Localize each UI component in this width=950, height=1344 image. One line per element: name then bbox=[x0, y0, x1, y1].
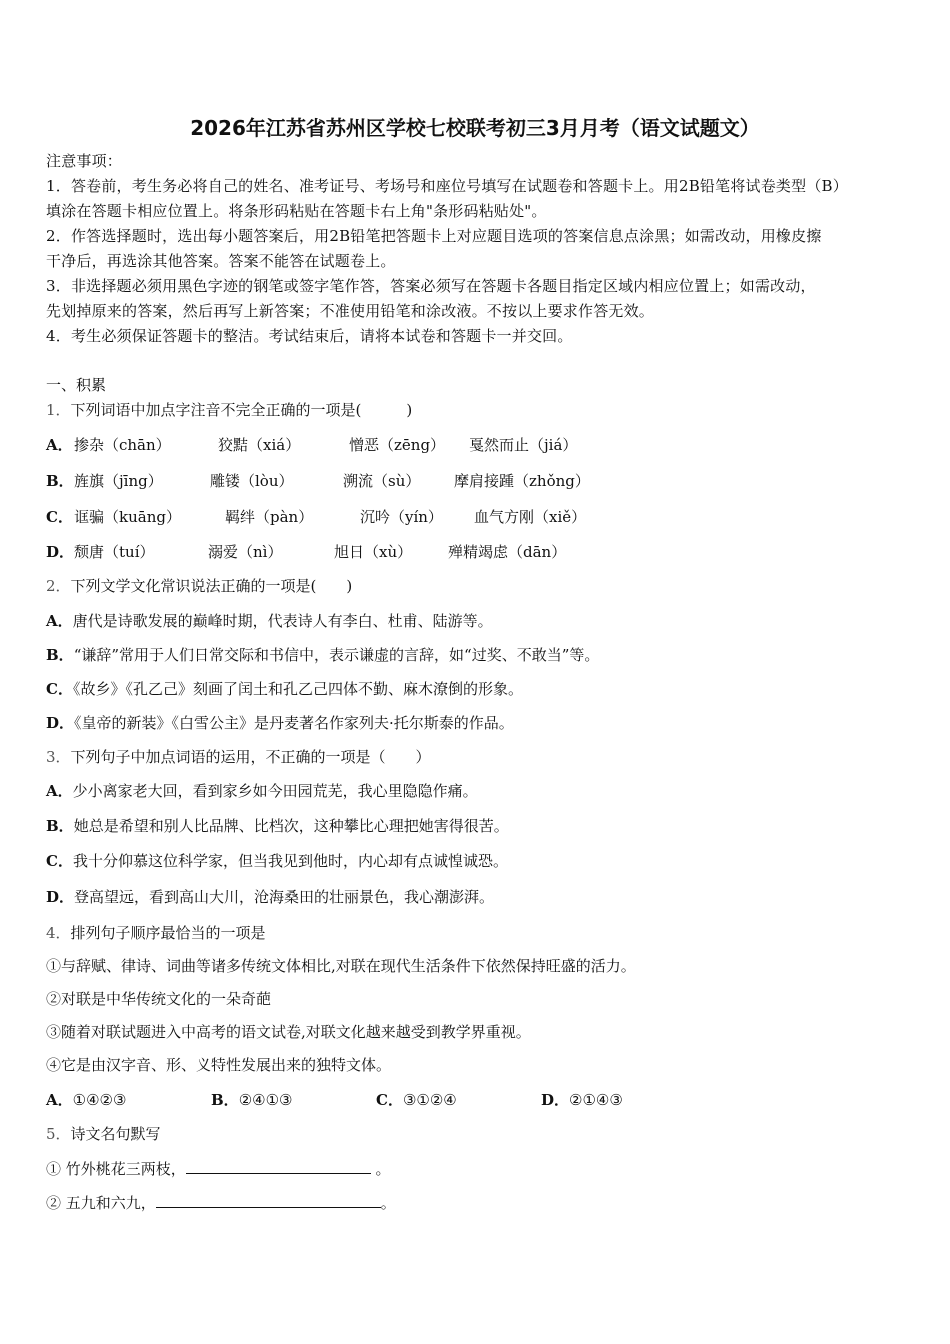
option-text: ②④①③ bbox=[238, 1091, 293, 1109]
option-label: D． bbox=[46, 714, 75, 732]
question-text: 排列句子顺序最恰当的一项是 bbox=[70, 924, 266, 942]
question-text: 诗文名句默写 bbox=[70, 1125, 161, 1143]
option-text: ①④②③ bbox=[72, 1091, 127, 1109]
option-item: 羁绊（pàn） bbox=[225, 508, 314, 526]
option-text: 登高望远，看到高山大川，沧海桑田的壮丽景色，我心潮澎湃。 bbox=[74, 888, 495, 906]
option-label: A． bbox=[46, 612, 73, 630]
notes-line: 先划掉原来的答案，然后再写上新答案；不准使用铅笔和涂改液。不按以上要求作答无效。 bbox=[46, 302, 655, 320]
q3-option-a[interactable] bbox=[46, 780, 478, 802]
page-title: 2026年江苏省苏州区学校七校联考初三3月月考（语文试题文） bbox=[190, 116, 760, 140]
q2-option-d[interactable] bbox=[46, 712, 514, 734]
notes-line: 干净后，再选涂其他答案。答案不能答在试题卷上。 bbox=[46, 252, 396, 270]
option-label: D． bbox=[46, 888, 75, 906]
option-label: C． bbox=[376, 1091, 403, 1109]
q3-option-b[interactable] bbox=[46, 815, 509, 837]
question-3 bbox=[46, 746, 431, 768]
notes-line: 1．答卷前，考生务必将自己的姓名、准考证号、考场号和座位号填写在试题卷和答题卡上。用2B铅笔将试卷类型（B） bbox=[46, 177, 848, 195]
option-text: 我十分仰慕这位科学家，但当我见到他时，内心却有点诚惶诚恐。 bbox=[72, 852, 508, 870]
option-label: A． bbox=[46, 1091, 73, 1109]
q4-option-a[interactable] bbox=[46, 1089, 126, 1110]
option-item: 戛然而止（jiá） bbox=[469, 436, 578, 454]
option-label: A． bbox=[46, 782, 73, 800]
notes-line: 填涂在答题卡相应位置上。将条形码粘贴在答题卡右上角"条形码粘贴处"。 bbox=[46, 202, 547, 220]
option-label: D． bbox=[46, 543, 75, 561]
notes-line: 2．作答选择题时，选出每小题答案后，用2B铅笔把答题卡上对应题目选项的答案信息点涂黑；如需改动，用橡皮擦 bbox=[46, 227, 822, 245]
option-label: B． bbox=[46, 472, 74, 490]
option-text: “谦辞”常用于人们日常交际和书信中，表示谦虚的言辞，如“过奖、不敢当”等。 bbox=[73, 646, 600, 664]
option-text: ②①④③ bbox=[569, 1091, 623, 1109]
option-item: 掺杂（chān） bbox=[74, 436, 171, 454]
option-item: 狡黠（xiá） bbox=[218, 436, 301, 454]
option-item: 雕镂（lòu） bbox=[210, 472, 294, 490]
q4-sentence: ①与辞赋、律诗、词曲等诸多传统文体相比,对联在现代生活条件下依然保持旺盛的活力。 bbox=[46, 957, 636, 975]
question-2 bbox=[46, 575, 352, 597]
option-item: 殚精竭虑（dān） bbox=[448, 543, 567, 561]
option-item: 溺爱（nì） bbox=[208, 543, 283, 561]
option-text: 唐代是诗歌发展的巅峰时期，代表诗人有李白、杜甫、陆游等。 bbox=[72, 612, 493, 630]
option-label: A． bbox=[46, 436, 73, 454]
q5-item-suffix: 。 bbox=[380, 1194, 396, 1212]
answer-blank[interactable] bbox=[186, 1157, 371, 1174]
q2-option-c[interactable] bbox=[46, 678, 523, 700]
question-1 bbox=[46, 399, 412, 421]
q5-item bbox=[46, 1191, 396, 1214]
notes-line: 4．考生必须保证答题卡的整洁。考试结束后，请将本试卷和答题卡一并交回。 bbox=[46, 327, 573, 345]
question-number: 3． bbox=[46, 748, 71, 766]
option-item: 旭日（xù） bbox=[334, 543, 413, 561]
question-number: 5． bbox=[46, 1125, 71, 1143]
option-label: B． bbox=[46, 646, 74, 664]
section-heading: 一、积累 bbox=[46, 376, 107, 394]
question-number: 4． bbox=[46, 924, 71, 942]
q3-option-d[interactable] bbox=[46, 886, 494, 908]
question-number: 1． bbox=[46, 401, 71, 419]
option-item: 诓骗（kuāng） bbox=[74, 508, 181, 526]
q4-sentence: ④它是由汉字音、形、义特性发展出来的独特文体。 bbox=[46, 1056, 392, 1074]
notes-line: 3．非选择题必须用黑色字迹的钢笔或签字笔作答，答案必须写在答题卡各题目指定区域内相应位置上；如需改动， bbox=[46, 277, 816, 295]
q4-sentence: ③随着对联试题进入中高考的语文试卷,对联文化越来越受到教学界重视。 bbox=[46, 1023, 531, 1041]
option-label: B． bbox=[46, 817, 74, 835]
q4-option-c[interactable] bbox=[376, 1089, 457, 1110]
option-text: 《皇帝的新装》《白雪公主》是丹麦著名作家列夫·托尔斯泰的作品。 bbox=[74, 714, 514, 732]
answer-blank[interactable] bbox=[156, 1191, 381, 1208]
q5-item bbox=[46, 1157, 391, 1180]
question-text: 下列句子中加点词语的运用，不正确的一项是（ ） bbox=[70, 748, 431, 766]
question-4 bbox=[46, 922, 266, 944]
q2-option-b[interactable] bbox=[46, 644, 599, 666]
option-label: C． bbox=[46, 680, 73, 698]
question-5 bbox=[46, 1123, 161, 1145]
q5-item-prefix: ① 竹外桃花三两枝， bbox=[46, 1160, 186, 1178]
q2-option-a[interactable] bbox=[46, 610, 493, 632]
question-text: 下列词语中加点字注音不完全正确的一项是( ) bbox=[70, 401, 413, 419]
option-item: 憎恶（zēng） bbox=[349, 436, 446, 454]
option-text: ③①②④ bbox=[402, 1091, 457, 1109]
option-label: D． bbox=[541, 1091, 570, 1109]
option-item: 血气方刚（xiě） bbox=[474, 508, 587, 526]
option-item: 摩肩接踵（zhǒng） bbox=[454, 472, 590, 490]
q4-option-d[interactable] bbox=[541, 1089, 623, 1110]
q5-item-suffix: 。 bbox=[370, 1160, 391, 1178]
option-item: 颓唐（tuí） bbox=[74, 543, 155, 561]
option-text: 她总是希望和别人比品牌、比档次，这种攀比心理把她害得很苦。 bbox=[73, 817, 509, 835]
q4-option-b[interactable] bbox=[211, 1089, 292, 1110]
q3-option-c[interactable] bbox=[46, 850, 508, 872]
notes-heading: 注意事项： bbox=[46, 152, 123, 170]
q5-item-prefix: ② 五九和六九， bbox=[46, 1194, 156, 1212]
option-label: C． bbox=[46, 852, 73, 870]
question-text: 下列文学文化常识说法正确的一项是( ) bbox=[70, 577, 353, 595]
question-number: 2． bbox=[46, 577, 71, 595]
option-text: 少小离家老大回，看到家乡如今田园荒芜，我心里隐隐作痛。 bbox=[72, 782, 478, 800]
option-label: B． bbox=[211, 1091, 239, 1109]
q4-sentence: ②对联是中华传统文化的一朵奇葩 bbox=[46, 990, 272, 1008]
option-label: C． bbox=[46, 508, 73, 526]
option-item: 沉吟（yín） bbox=[360, 508, 443, 526]
option-item: 溯流（sù） bbox=[343, 472, 421, 490]
option-text: 《故乡》《孔乙己》刻画了闰土和孔乙己四体不勤、麻木潦倒的形象。 bbox=[72, 680, 523, 698]
option-item: 旌旗（jīng） bbox=[74, 472, 163, 490]
